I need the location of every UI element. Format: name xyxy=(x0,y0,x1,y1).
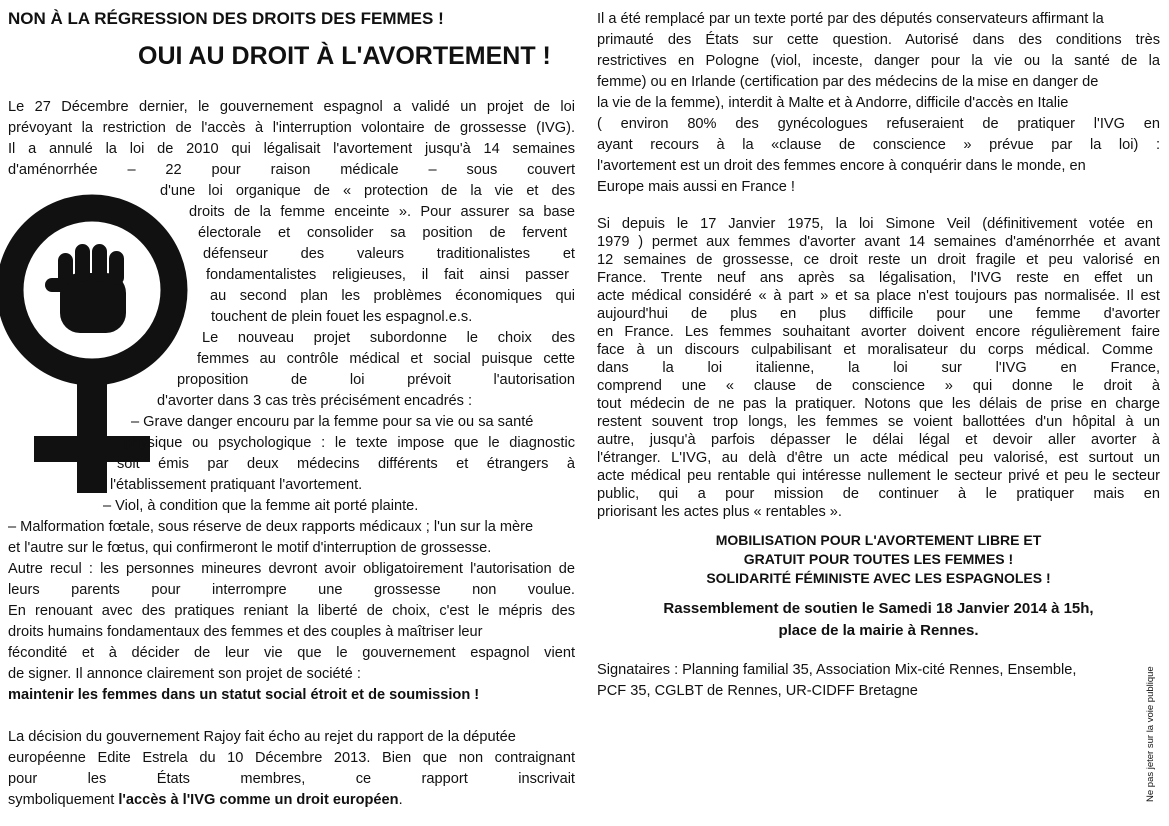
left-line: – Grave danger encouru par la femme pour sa vie ou sa santé xyxy=(131,414,534,430)
right-line: tout médecin de ne pas la pratiquer. Notons que les délais de prise en charge xyxy=(597,396,1160,412)
right-line: la vie de la femme), interdit à Malte et à Andorre, difficile d'accès en Italie xyxy=(597,95,1069,111)
left-line: fondamentalistes religieuses, il fait ainsi passer xyxy=(206,267,569,283)
slogan-line: MOBILISATION POUR L'AVORTEMENT LIBRE ET xyxy=(715,532,1042,548)
left-line: d'une loi organique de « protection de la vie et des xyxy=(160,183,575,199)
right-line: 1979 ) permet aux femmes d'avorter avant 14 semaines d'aménorrhée et avant xyxy=(597,234,1160,250)
left-line: Le nouveau projet subordonne le choix des xyxy=(202,330,575,346)
rally-line: Rassemblement de soutien le Samedi 18 Janvier 2014 à 15h, xyxy=(663,600,1094,617)
left-line: La décision du gouvernement Rajoy fait écho au rejet du rapport de la députée xyxy=(8,729,516,745)
right-line: ayant recours à la «clause de conscience » prévue par la loi) : xyxy=(597,137,1160,153)
right-line: acte médical peu rentable qui intéresse nullement le secteur privé et peu le secteur xyxy=(597,468,1160,484)
left-line: d'aménorrhée – 22 pour raison médicale – sous couvert xyxy=(8,162,575,178)
last-prefix: symboliquement xyxy=(8,792,119,808)
right-line: Il a été remplacé par un texte porté par des députés conservateurs affirmant la xyxy=(597,11,1104,27)
right-line: l'étranger. L'IVG, au delà d'être un acte médical peu valorisé, est surtout un xyxy=(597,450,1160,466)
right-line: restent souvent trop longs, les femmes se voient ballottées d'un hôpital à un xyxy=(597,414,1160,430)
right-line: face à un discours culpabilisant et moralisateur du corps médical. Comme xyxy=(597,342,1153,358)
left-line: – Viol, à condition que la femme ait porté plainte. xyxy=(103,498,419,514)
right-line: dans la loi italienne, la loi sur l'IVG en France, xyxy=(597,360,1160,376)
left-line: de signer. Il annonce clairement son projet de société : xyxy=(8,666,361,682)
left-line: et l'autre sur le fœtus, qui confirmeront le motif d'interruption de grossesse. xyxy=(8,540,492,556)
left-line: pour les États membres, ce rapport inscrivait xyxy=(8,771,575,787)
left-line: physique ou psychologique : le texte impose que le diagnostic xyxy=(124,435,575,451)
right-line: primauté des États sur cette question. Autorisé dans des conditions très xyxy=(597,32,1160,48)
left-line: Il a annulé la loi de 2010 qui légalisait l'avortement jusqu'à 14 semaines xyxy=(8,141,575,157)
rally-line: place de la mairie à Rennes. xyxy=(778,622,979,639)
right-line: France. Trente neuf ans après sa légalisation, l'IVG reste en effet un xyxy=(597,270,1153,286)
left-line: leurs parents pour interrompre une grossesse non voulue. xyxy=(8,582,575,598)
slogan-line: SOLIDARITÉ FÉMINISTE AVEC LES ESPAGNOLES ! xyxy=(706,570,1051,586)
left-line: européenne Edite Estrela du 10 Décembre 2013. Bien que non contraignant xyxy=(8,750,575,766)
left-line: Autre recul : les personnes mineures devront avoir obligatoirement l'autorisation de xyxy=(8,561,575,577)
left-line: électorale et consolider sa position de fervent xyxy=(198,225,567,241)
slogan-line: GRATUIT POUR TOUTES LES FEMMES ! xyxy=(743,551,1014,567)
left-line: d'avorter dans 3 cas très précisément encadrés : xyxy=(157,393,473,409)
left-line: défenseur des valeurs traditionalistes et xyxy=(203,246,575,262)
title-2: OUI AU DROIT À L'AVORTEMENT ! xyxy=(138,42,551,70)
right-line: Europe mais aussi en France ! xyxy=(597,179,795,195)
left-line: Le 27 Décembre dernier, le gouvernement espagnol a validé un projet de loi xyxy=(8,99,575,115)
left-line: droits de la femme enceinte ». Pour assurer sa base xyxy=(189,204,575,220)
last-suffix: . xyxy=(398,792,403,808)
right-line: 12 semaines de grossesse, ce droit reste un droit fragile et peu valorisé en xyxy=(597,252,1160,268)
title-1: NON À LA RÉGRESSION DES DROITS DES FEMMES ! xyxy=(8,9,444,28)
left-line: – Malformation fœtale, sous réserve de deux rapports médicaux ; l'un sur la mère xyxy=(8,519,534,535)
left-last-line xyxy=(8,790,403,811)
left-line: femmes au contrôle médical et social puisque cette xyxy=(197,351,575,367)
left-line: fécondité et à décider de leur vie que le gouvernement espagnol vient xyxy=(8,645,575,661)
right-line: l'avortement est un droit des femmes encore à conquérir dans le monde, en xyxy=(597,158,1086,174)
right-line: public, qui a pour mission de continuer à le pratiquer mais en xyxy=(597,486,1160,502)
side-note: Ne pas jeter sur la voie publique xyxy=(1145,666,1156,802)
right-line: Si depuis le 17 Janvier 1975, la loi Simone Veil (définitivement votée en xyxy=(597,216,1153,232)
signataires-line: PCF 35, CGLBT de Rennes, UR-CIDFF Bretagne xyxy=(597,683,918,699)
left-line: soit émis par deux médecins différents et étrangers à xyxy=(117,456,575,472)
right-line: aujourd'hui de plus en plus difficile pour une femme d'avorter xyxy=(597,306,1160,322)
left-line: droits humains fondamentaux des femmes et des couples à maîtriser leur xyxy=(8,624,483,640)
right-line: restrictives en Pologne (viol, inceste, danger pour la vie ou la santé de la xyxy=(597,53,1160,69)
left-line: au second plan les problèmes économiques qui xyxy=(210,288,575,304)
right-line: autre, jusqu'à parfois dépasser le délai légal et devoir aller avorter à xyxy=(597,432,1160,448)
left-line: touchent de plein fouet les espagnol.e.s. xyxy=(211,309,473,325)
last-bold: l'accès à l'IVG comme un droit européen xyxy=(118,792,399,808)
right-line: ( environ 80% des gynécologues refuseraient de pratiquer l'IVG en xyxy=(597,116,1160,132)
signataires-line: Signataires : Planning familial 35, Association Mix-cité Rennes, Ensemble, xyxy=(597,662,1077,678)
right-line: en France. Les femmes souhaitant avorter doivent encore régulièrement faire xyxy=(597,324,1160,340)
right-line: acte médical considéré « à part » et sa place n'est toujours pas normalisée. Il est xyxy=(597,288,1160,304)
right-line: femme) ou en Irlande (certification par des médecins de la mise en danger de xyxy=(597,74,1099,90)
left-line: proposition de loi prévoit l'autorisation xyxy=(177,372,575,388)
right-line: comprend une « clause de conscience » qui donne le droit à xyxy=(597,378,1160,394)
left-line: l'établissement pratiquant l'avortement. xyxy=(110,477,363,493)
left-bold-line: maintenir les femmes dans un statut social étroit et de soumission ! xyxy=(8,687,480,703)
left-line: prévoyant la restriction de l'accès à l'interruption volontaire de grossesse (IVG). xyxy=(8,120,575,136)
left-line: En renouant avec des pratiques reniant la liberté de choix, c'est le mépris des xyxy=(8,603,575,619)
right-line: priorisant les actes plus « rentables ». xyxy=(597,504,842,520)
